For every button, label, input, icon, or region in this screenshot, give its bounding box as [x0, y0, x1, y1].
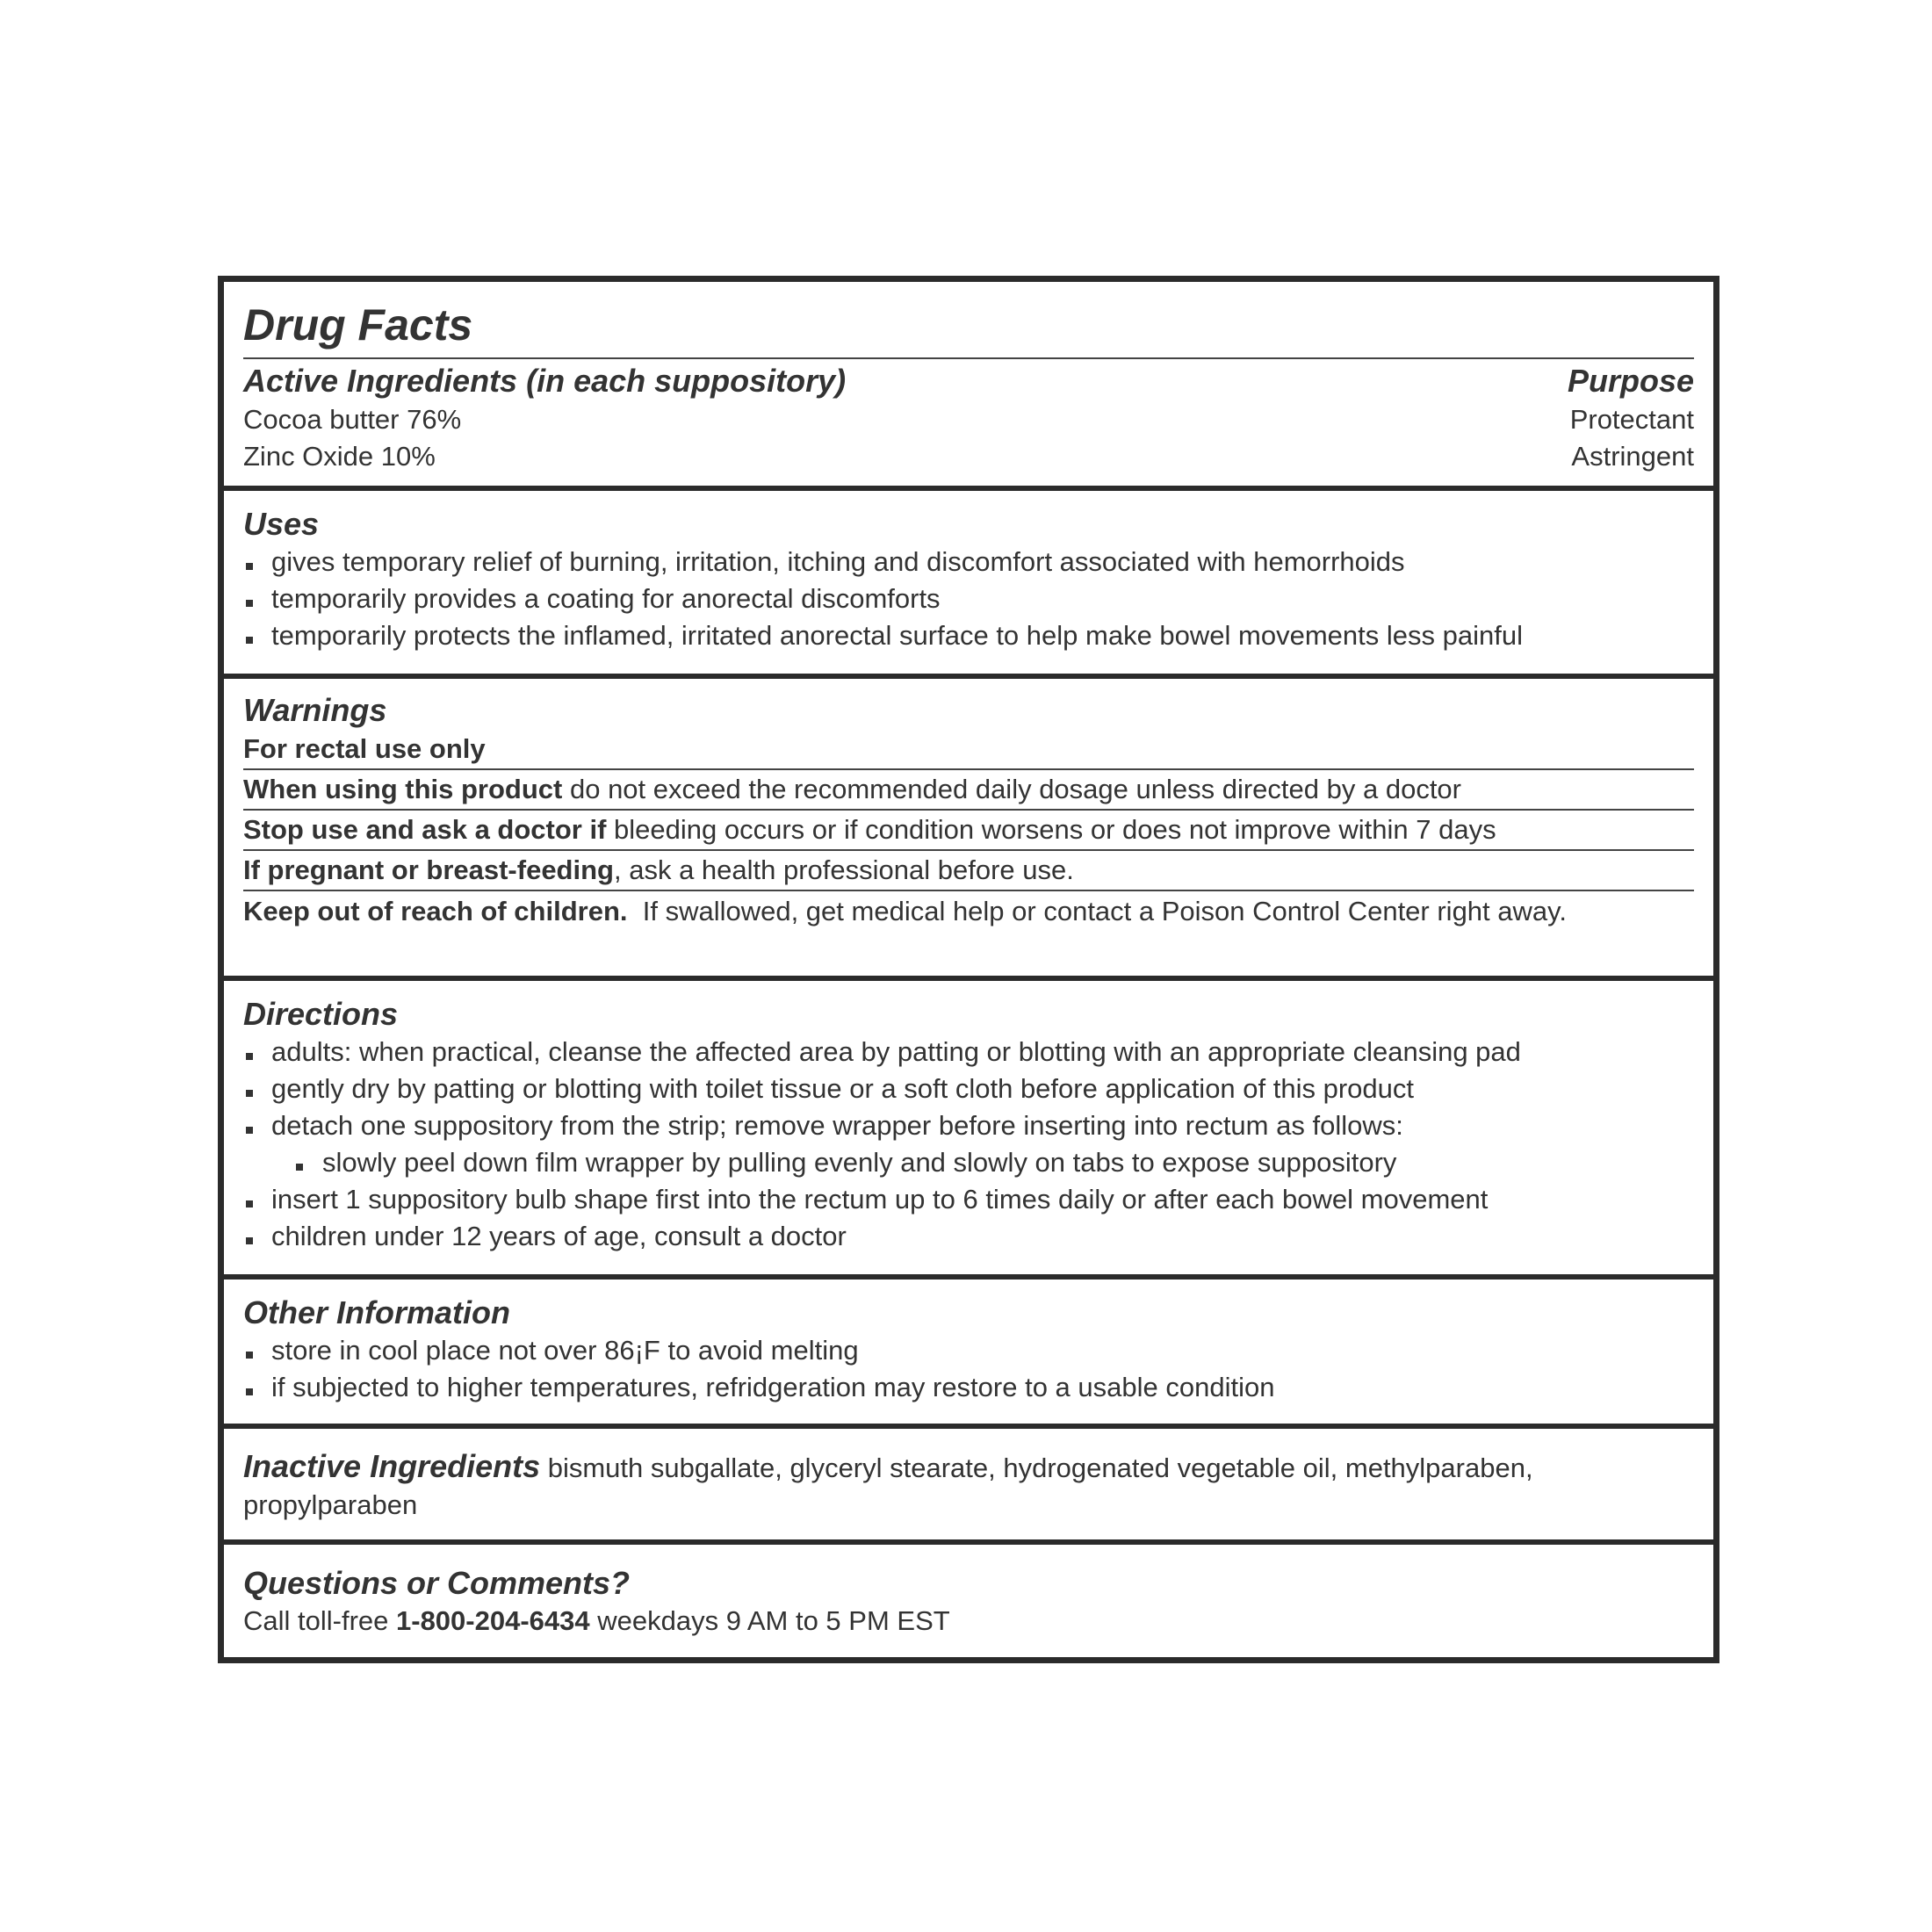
purpose-heading: Purpose	[1567, 363, 1694, 399]
rectal-use-text: For rectal use only	[243, 730, 1694, 770]
when-using-warning: When using this product do not exceed the recommended daily dosage unless directed by a doctor	[243, 770, 1694, 811]
directions-heading: Directions	[243, 996, 399, 1032]
warnings-heading: Warnings	[243, 692, 387, 728]
list-item: if subjected to higher temperatures, refridgeration may restore to a usable condition	[243, 1369, 1694, 1406]
list-item: store in cool place not over 86¡F to avoid melting	[243, 1332, 1694, 1369]
warnings-section	[224, 679, 1713, 976]
list-item: insert 1 suppository bulb shape first into the rectum up to 6 times daily or after each bowel movement	[243, 1181, 1694, 1218]
questions-section	[224, 1545, 1713, 1657]
inactive-ingredients-heading: Inactive Ingredients	[243, 1448, 541, 1484]
list-item: gives temporary relief of burning, irritation, itching and discomfort associated with hemorrhoids	[243, 544, 1694, 580]
directions-section	[224, 981, 1713, 1274]
ingredient-name: Cocoa butter 76%	[243, 404, 462, 435]
list-item: detach one suppository from the strip; remove wrapper before inserting into rectum as follows:	[243, 1107, 1694, 1144]
uses-section	[224, 491, 1713, 674]
list-item: children under 12 years of age, consult a doctor	[243, 1218, 1694, 1255]
inactive-ingredients-text: Inactive Ingredients bismuth subgallate, glyceryl stearate, hydrogenated vegetable oil, methylparaben, propylparaben	[243, 1448, 1533, 1520]
list-item: gently dry by patting or blotting with toilet tissue or a soft cloth before application of this product	[243, 1071, 1694, 1107]
stop-use-warning: Stop use and ask a doctor if bleeding occurs or if condition worsens or does not improve within 7 days	[243, 811, 1694, 851]
list-item: slowly peel down film wrapper by pulling evenly and slowly on tabs to expose suppository	[243, 1144, 1694, 1181]
list-item: temporarily protects the inflamed, irritated anorectal surface to help make bowel movements less painful	[243, 617, 1694, 654]
uses-heading: Uses	[243, 506, 320, 542]
phone-number: 1-800-204-6434	[396, 1605, 590, 1636]
pregnancy-warning: If pregnant or breast-feeding, ask a health professional before use.	[243, 851, 1694, 891]
other-information-heading: Other Information	[243, 1294, 510, 1330]
ingredient-purpose: Astringent	[1571, 441, 1694, 472]
ingredient-row	[243, 438, 1694, 475]
list-item: temporarily provides a coating for anorectal discomforts	[243, 580, 1694, 617]
inactive-ingredients-section	[224, 1429, 1713, 1539]
list-item: adults: when practical, cleanse the affected area by patting or blotting with an appropriate cleansing pad	[243, 1034, 1694, 1071]
questions-heading: Questions or Comments?	[243, 1565, 631, 1601]
drug-facts-title: Drug Facts	[243, 282, 1694, 359]
drug-facts-panel	[218, 276, 1719, 1663]
ingredient-row	[243, 401, 1694, 438]
ingredient-name: Zinc Oxide 10%	[243, 441, 436, 472]
ingredient-purpose: Protectant	[1569, 404, 1694, 435]
active-ingredients-heading: Active Ingredients (in each suppository)	[243, 363, 847, 399]
other-information-section	[224, 1280, 1713, 1424]
active-ingredients-section	[224, 282, 1713, 486]
children-warning: Keep out of reach of children. If swallowed, get medical help or contact a Poison Control Center right away.	[243, 896, 1567, 926]
contact-line: Call toll-free 1-800-204-6434 weekdays 9 AM to 5 PM EST	[243, 1605, 950, 1636]
